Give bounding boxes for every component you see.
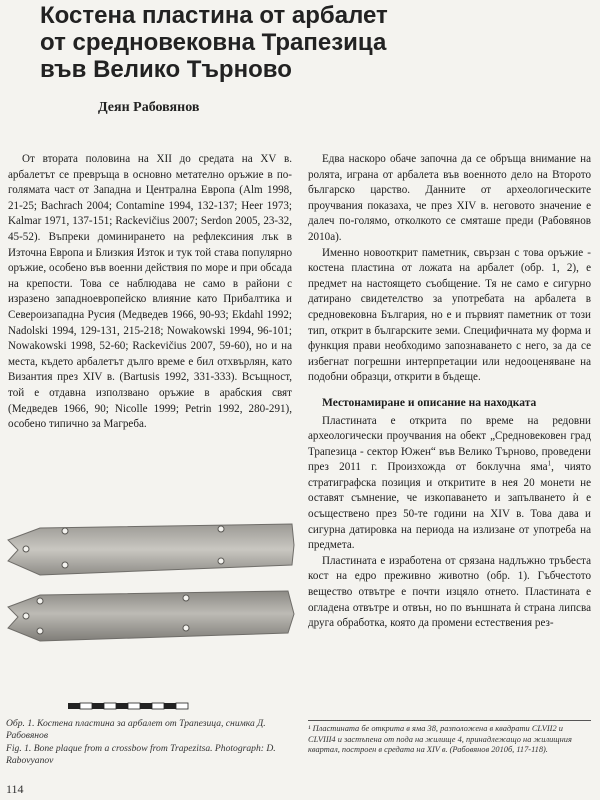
figure-bone-plaque: [6, 515, 296, 715]
plaque-hole: [183, 595, 189, 601]
scale-bar: [68, 703, 188, 709]
author-name: Деян Рабовянов: [98, 100, 200, 115]
article-title: [40, 2, 560, 83]
intro-paragraph: От втората половина на XII до средата на XV в. арбалетът се превръща в основно метателно оръжие в по-голямата част от Западна и Централна Европа (Alm 1998, 21-25; Bachrach 2004; Contamine 1994, 132-137; Heer 1973; Kalmar 1971, 137-151; Rackevičius 2007; Serdon 2005, 23-32, 45-52). Въпреки доминирането на рефлексиния лък в Източна Европа и Близкия Изток и тук той става популярно оръжие, особено във военни действия по море и при обсада на крепости. Това се наблюдава не само в райони с изразено западноевропейско влияние като Прибалтика и Североизападна Русия (Медведев 1966, 90-93; Ekdahl 1992; Nadolski 1994, 129-131, 215-218; Nowakowski 1994, 96-101; Nowakowski 1998, 52-60; Rackevičius 2007, 59-60), но и на места, където арбалетът дълго време е бил отхвърлян, като Византия през XIV в. (Bartusis 1992, 331-333). Всъщност, той е отдавна използвано оръжие в арабския свят (Медведев 1966, 90; Nicolle 1999; Petrin 1992, 280-291), особено типично за Магреба.: [8, 153, 292, 431]
plaque-inner-side: [8, 591, 294, 641]
paragraph-3: [308, 414, 591, 554]
left-column: [8, 152, 292, 433]
plaque-hole: [62, 562, 68, 568]
plaque-hole: [218, 558, 224, 564]
plaque-hole: [62, 528, 68, 534]
plaque-hole: [183, 625, 189, 631]
footnote: [308, 720, 591, 756]
caption-english: Fig. 1. Bone plaque from a crossbow from Trapezitsa. Photograph: D. Rabovyanov: [6, 742, 276, 767]
caption-bulgarian: Обр. 1. Костена пластина за арбалет от Трапезица, снимка Д. Рабовянов: [6, 718, 266, 742]
plaque-outer-side: [8, 524, 294, 575]
section-heading: Местонамиране и описание на находката: [322, 396, 537, 409]
bone-plaque-photo: [6, 515, 296, 715]
figure-caption: [6, 718, 296, 768]
paragraph-3-start: Пластината е открита по време на редовни археологически проучвания на обект „Средновековен град Трапезица - сектор Южен“ във Велико Търново, проведени през 2011 г. Произхожда от боклучна яма: [308, 414, 591, 474]
title-line-1: Костена пластина от арбалет: [40, 2, 388, 29]
plaque-hole: [37, 628, 43, 634]
title-line-3: във Велико Търново: [40, 56, 292, 83]
right-column: [308, 152, 591, 632]
footnote-reference[interactable]: 1: [547, 459, 552, 468]
paragraph-3-end: , чиято стратиграфска позиция и откритите в нея 20 монети не оставят съмнение, че изкопаването и запълването ѝ е осъществено през 50-те години на XIV в. Това дава и сигурна датировка на периода на излизане от употреба на предмета.: [308, 461, 591, 552]
footnote-text: ¹ Пластината бе открита в яма 38, разположена в квадрати CLVII2 и CLVIII4 и застъпена от пода на жилище 4, принадлежащо на жилищния квартал, построен в средата на XIV в. (Рабовянов 2010б, 117-118).: [308, 724, 572, 755]
paragraph-1: Едва наскоро обаче започна да се обръща внимание на ролята, играна от арбалета във военното дело на Второто българско царство. Данните от археологическите проучвания показаха, че през XIV в. неговото значение е далеч по-голямо, отколкото се смяташе преди (Рабовянов 2010а).: [308, 153, 591, 243]
plaque-hole: [23, 546, 29, 552]
page-number: 114: [6, 782, 24, 796]
title-line-2: от средновековна Трапезица: [40, 29, 387, 56]
paragraph-2: Именно новооткрит паметник, свързан с това оръжие - костена пластина от ложата на арбалет (обр. 1, 2), е предмет на настоящето съобщение. Тя не само е сигурно датирано свидетелство за употребата на арбалета в средновековна България, но е и първият паметник от този тип, открит в българските земи. Специфичната му форма и функция прави необходимо запознаването с него, за да се избегнат погрешни интерпретации или недооценяване на подобни образци, открити в бъдеще.: [308, 246, 591, 384]
paragraph-4: Пластината е изработена от срязана надлъжно тръбеста кост на едро преживно животно (обр. 1). Гъбчестото вещество отвътре е почти изцяло отнето. Пластината е огладена отвътре и отвън, но по външната ѝ страна липсва друга обработка, която да промени естествения рез-: [308, 554, 591, 630]
plaque-hole: [218, 526, 224, 532]
plaque-hole: [37, 598, 43, 604]
plaque-hole: [23, 613, 29, 619]
